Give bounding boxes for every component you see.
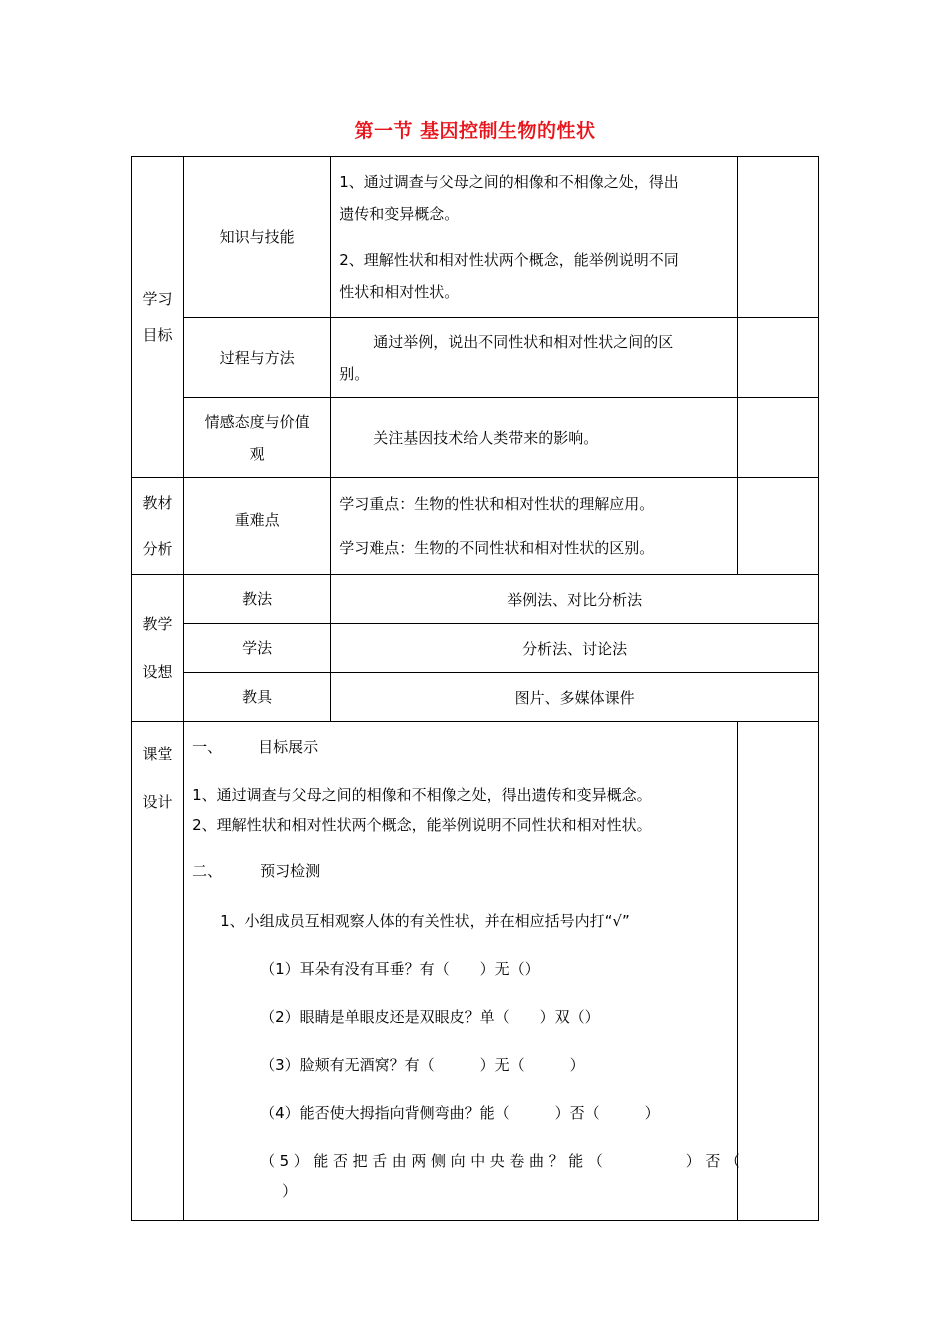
process-line2: 别。 [339, 364, 370, 383]
emotion-extra-cell [737, 398, 818, 478]
teaching-label-1: 教学 [142, 615, 173, 633]
section-2-heading [192, 856, 737, 886]
analysis-extra-cell [737, 478, 818, 575]
process-text [331, 318, 738, 398]
goal-1: 1、通过调查与父母之间的相像和不相像之处，得出遗传和变异概念。 [192, 786, 652, 804]
process-extra-cell [737, 318, 818, 398]
knowledge-text [331, 157, 738, 318]
goals-label-2: 目标 [142, 326, 173, 344]
row-design [132, 722, 819, 1221]
difficult-point: 学习难点：生物的不同性状和相对性状的区别。 [339, 539, 655, 557]
question-1: （1）耳朵有没有耳垂？有（ ）无（） [260, 960, 540, 978]
section-2-number: 二、 [192, 862, 223, 880]
analysis-label-cell [132, 478, 184, 575]
teaching-label-2: 设想 [142, 663, 173, 681]
preview-task: 1、小组成员互相观察人体的有关性状，并在相应括号内打“√” [220, 912, 630, 930]
emotion-name-line1: 情感态度与价值 [204, 412, 310, 431]
teaching-row-name: 学法 [184, 624, 331, 673]
teaching-row-name: 教法 [184, 575, 331, 624]
row-emotion [132, 398, 819, 478]
knowledge-extra-cell [737, 157, 818, 318]
design-label-2: 设计 [142, 793, 173, 811]
emotion-name [184, 398, 331, 478]
row-knowledge [132, 157, 819, 318]
question-2: （2）眼睛是单眼皮还是双眼皮？单（ ）双（） [260, 1008, 600, 1026]
emotion-text-cell [331, 398, 738, 478]
page-title: 第一节 基因控制生物的性状 [354, 120, 596, 142]
goals-label-cell [132, 157, 184, 478]
design-label-cell [132, 722, 184, 1221]
knowledge-p2-line2: 性状和相对性状。 [339, 283, 460, 301]
row-analysis [132, 478, 819, 575]
teaching-row-name: 教具 [184, 673, 331, 722]
lesson-plan-table [131, 156, 819, 1221]
teaching-row-value: 图片、多媒体课件 [331, 673, 819, 722]
goal-2: 2、理解性状和相对性状两个概念，能举例说明不同性状和相对性状。 [192, 816, 652, 834]
emotion-text: 关注基因技术给人类带来的影响。 [373, 428, 599, 447]
teaching-row-value: 分析法、讨论法 [331, 624, 819, 673]
knowledge-p2-line1: 2、理解性状和相对性状两个概念，能举例说明不同 [339, 251, 679, 269]
question-4: （4）能否使大拇指向背侧弯曲？能（ ）否（ ） [260, 1104, 660, 1122]
question-5-line1: （5）能否把舌由两侧向中央卷曲？能（ ）否（ [260, 1152, 745, 1170]
design-extra-cell [737, 722, 818, 1221]
design-content [184, 722, 745, 1221]
question-3: （3）脸颊有无酒窝？有（ ）无（ ） [260, 1056, 585, 1074]
row-learning-method [132, 624, 819, 673]
row-teaching-tools [132, 673, 819, 722]
knowledge-p1-line2: 遗传和变异概念。 [339, 205, 460, 223]
row-process [132, 318, 819, 398]
section-1-title: 目标展示 [258, 738, 319, 756]
section-1-number: 一、 [192, 738, 223, 756]
analysis-name: 重难点 [184, 478, 331, 575]
section-2-title: 预习检测 [260, 862, 321, 880]
teaching-label-cell [132, 575, 184, 722]
process-name: 过程与方法 [184, 318, 331, 398]
design-label-1: 课堂 [142, 745, 173, 763]
key-point: 学习重点：生物的性状和相对性状的理解应用。 [339, 495, 655, 513]
section-1-heading [192, 732, 737, 762]
knowledge-name: 知识与技能 [184, 157, 331, 318]
row-teaching-method [132, 575, 819, 624]
question-5-line2: ） [282, 1182, 298, 1200]
analysis-label-2: 分析 [142, 540, 173, 558]
goals-label-1: 学习 [142, 290, 173, 308]
emotion-name-line2: 观 [249, 444, 265, 463]
analysis-label-1: 教材 [142, 494, 173, 512]
process-line1: 通过举例，说出不同性状和相对性状之间的区 [373, 332, 674, 351]
analysis-text [331, 478, 738, 575]
knowledge-p1-line1: 1、通过调查与父母之间的相像和不相像之处，得出 [339, 173, 679, 191]
teaching-row-value: 举例法、对比分析法 [331, 575, 819, 624]
